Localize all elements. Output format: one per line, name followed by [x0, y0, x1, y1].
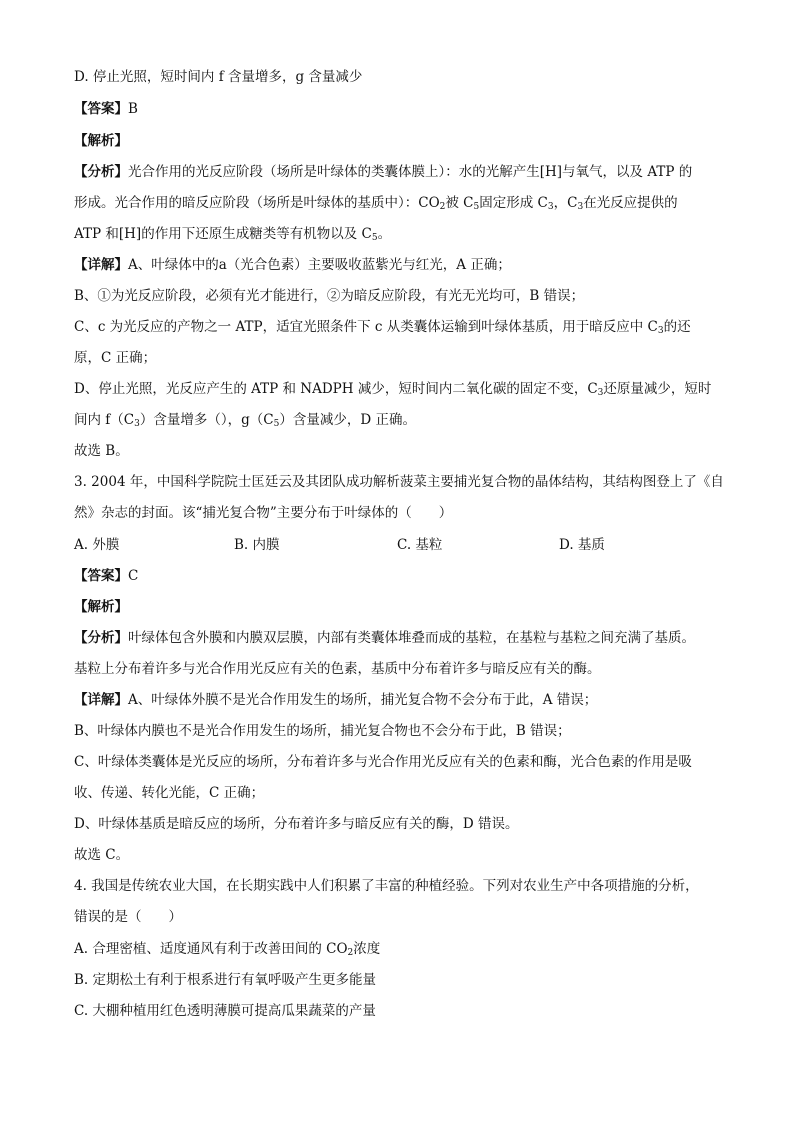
q4-option-a: A. 合理密植、适度通风有利于改善田间的 $CO_2$浓度 — [74, 941, 381, 958]
q3-analysis-tag: 【解析】 — [74, 599, 128, 615]
q3-fenxi-line-1: 【分析】叶绿体包含外膜和内膜双层膜，内部有类囊体堆叠而成的基粒，在基粒与基粒之间充满了基质。 — [74, 630, 695, 646]
q2-fenxi-line-2: 形成。光合作用的暗反应阶段（场所是叶绿体的基质中）：$CO_2$被 $C_5$固定形成 $C_3$，$C_3$在光反应提供的 — [74, 195, 678, 212]
q3-option-d: D. 基质 — [559, 537, 605, 553]
q2-xiangjie-c-line-2: 原，C 正确； — [74, 350, 157, 366]
q3-option-c: C. 基粒 — [397, 537, 443, 553]
q2-xiangjie-d-line-2: 间内 $f(C_3)$含量增多（），$g(C_5)$含量减少，D 正确。 — [74, 412, 416, 429]
q3-xiangjie-c-line-1: C、叶绿体类囊体是光反应的场所，分布着许多与光合作用光反应有关的色素和酶，光合色素的作用是吸 — [74, 754, 692, 770]
answer-tag: 【答案】 — [74, 101, 128, 117]
q2-answer — [74, 100, 138, 118]
q3-option-b: B. 内膜 — [234, 537, 280, 553]
q2-fenxi-line-1: 【分析】光合作用的光反应阶段（场所是叶绿体的类囊体膜上）：水的光解产生[H]与氧气，以及 ATP 的 — [74, 164, 693, 180]
q2-option-d: D. 停止光照，短时间内 f 含量增多，g 含量减少 — [74, 69, 363, 85]
q2-xiangjie-c-line-1: C、c 为光反应的产物之一 ATP，适宜光照条件下 c 从类囊体运输到叶绿体基质，用于暗反应中 $C_3$的还 — [74, 319, 691, 336]
q3-stem-line-1: 3. 2004 年，中国科学院院士匡廷云及其团队成功解析菠菜主要捕光复合物的晶体结构，其结构图登上了《自 — [74, 474, 724, 490]
q2-xiangjie-a: 【详解】A、叶绿体中的a（光合色素）主要吸收蓝紫光与红光，A 正确； — [74, 257, 511, 273]
q3-xiangjie-d: D、叶绿体基质是暗反应的场所，分布着许多与暗反应有关的酶，D 错误。 — [74, 816, 519, 832]
q3-xiangjie-c-line-2: 收、传递、转化光能，C 正确； — [74, 785, 265, 801]
q2-xiangjie-b: B、①为光反应阶段，必须有光才能进行，②为暗反应阶段，有光无光均可，B 错误； — [74, 288, 585, 304]
q3-xiangjie-a: 【详解】A、叶绿体外膜不是光合作用发生的场所，捕光复合物不会分布于此，A 错误； — [74, 692, 598, 708]
q4-option-b: B. 定期松土有利于根系进行有氧呼吸产生更多能量 — [74, 972, 377, 988]
q4-option-c: C. 大棚种植用红色透明薄膜可提高瓜果蔬菜的产量 — [74, 1003, 376, 1019]
q3-fenxi-line-2: 基粒上分布着许多与光合作用光反应有关的色素，基质中分布着许多与暗反应有关的酶。 — [74, 661, 601, 677]
q4-stem-line-2: 错误的是（ ） — [74, 909, 182, 925]
q3-xiangjie-b: B、叶绿体内膜也不是光合作用发生的场所，捕光复合物也不会分布于此，B 错误； — [74, 723, 571, 739]
q2-fenxi-line-3: ATP 和[H]的作用下还原生成糖类等有机物以及 $C_5$。 — [74, 226, 392, 243]
q3-conclusion: 故选 C。 — [74, 847, 130, 863]
q2-conclusion: 故选 B。 — [74, 443, 129, 459]
q3-stem-line-2: 然》杂志的封面。该“捕光复合物”主要分布于叶绿体的（ ） — [74, 505, 453, 521]
q3-answer: 【答案】C — [74, 568, 139, 584]
q2-analysis-tag: 【解析】 — [74, 133, 128, 149]
q2-xiangjie-d-line-1: D、停止光照，光反应产生的 ATP 和 NADPH 减少，短时间内二氧化碳的固定不变，$C_3$还原量减少，短时 — [74, 381, 712, 398]
q3-option-a: A. 外膜 — [74, 537, 120, 553]
q4-stem-line-1: 4. 我国是传统农业大国，在长期实践中人们积累了丰富的种植经验。下列对农业生产中各项措施的分析， — [74, 878, 699, 894]
answer-value: B — [128, 101, 138, 117]
